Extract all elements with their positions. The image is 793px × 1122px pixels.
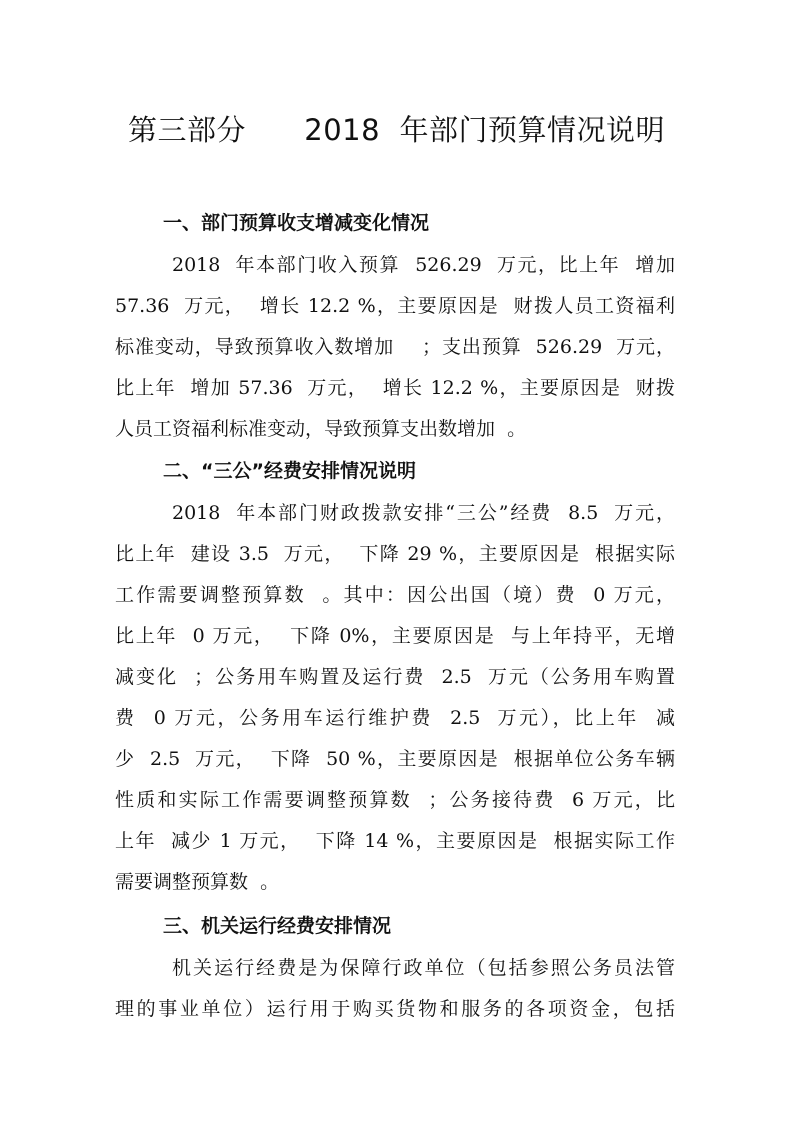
paragraph-line: 需要调整预算数 。 bbox=[115, 871, 280, 893]
paragraph-line: 上年 减少 1 万元， 下降 14 %，主要原因是 根据实际工作 bbox=[115, 830, 675, 852]
paragraph-line: 比上年 建设 3.5 万元， 下降 29 %，主要原因是 根据实际 bbox=[115, 543, 675, 565]
paragraph-line: 理的事业单位）运行用于购买货物和服务的各项资金，包括 bbox=[115, 998, 675, 1020]
paragraph-line: 2018 年本部门收入预算 526.29 万元，比上年 增加 bbox=[172, 254, 675, 276]
paragraph-line: 费 0 万元，公务用车运行维护费 2.5 万元），比上年 减 bbox=[115, 707, 675, 729]
paragraph-line: 工作需要调整预算数 。其中：因公出国（境）费 0 万元， bbox=[115, 584, 675, 606]
paragraph-line: 标准变动，导致预算收入数增加 ；支出预算 526.29 万元， bbox=[115, 336, 675, 358]
section-heading: 二、“三公”经费安排情况说明 bbox=[163, 460, 416, 482]
paragraph-line: 机关运行经费是为保障行政单位（包括参照公务员法管 bbox=[172, 957, 675, 979]
paragraph-line: 性质和实际工作需要调整预算数 ；公务接待费 6 万元，比 bbox=[115, 789, 675, 811]
paragraph-line: 减变化 ；公务用车购置及运行费 2.5 万元（公务用车购置 bbox=[115, 666, 675, 688]
paragraph-line: 少 2.5 万元， 下降 50 %，主要原因是 根据单位公务车辆 bbox=[115, 748, 675, 770]
paragraph-line: 比上年 0 万元， 下降 0%，主要原因是 与上年持平，无增 bbox=[115, 625, 675, 647]
page-title: 第三部分 2018 年部门预算情况说明 bbox=[127, 113, 666, 147]
paragraph-line: 2018 年本部门财政拨款安排“三公”经费 8.5 万元， bbox=[172, 502, 675, 524]
paragraph-line: 57.36 万元， 增长 12.2 %，主要原因是 财拨人员工资福利 bbox=[115, 295, 675, 317]
section-heading: 三、机关运行经费安排情况 bbox=[163, 915, 392, 937]
paragraph-line: 人员工资福利标准变动，导致预算支出数增加 。 bbox=[115, 418, 527, 440]
paragraph-line: 比上年 增加 57.36 万元， 增长 12.2 %，主要原因是 财拨 bbox=[115, 377, 675, 399]
section-heading: 一、部门预算收支增减变化情况 bbox=[163, 212, 430, 234]
